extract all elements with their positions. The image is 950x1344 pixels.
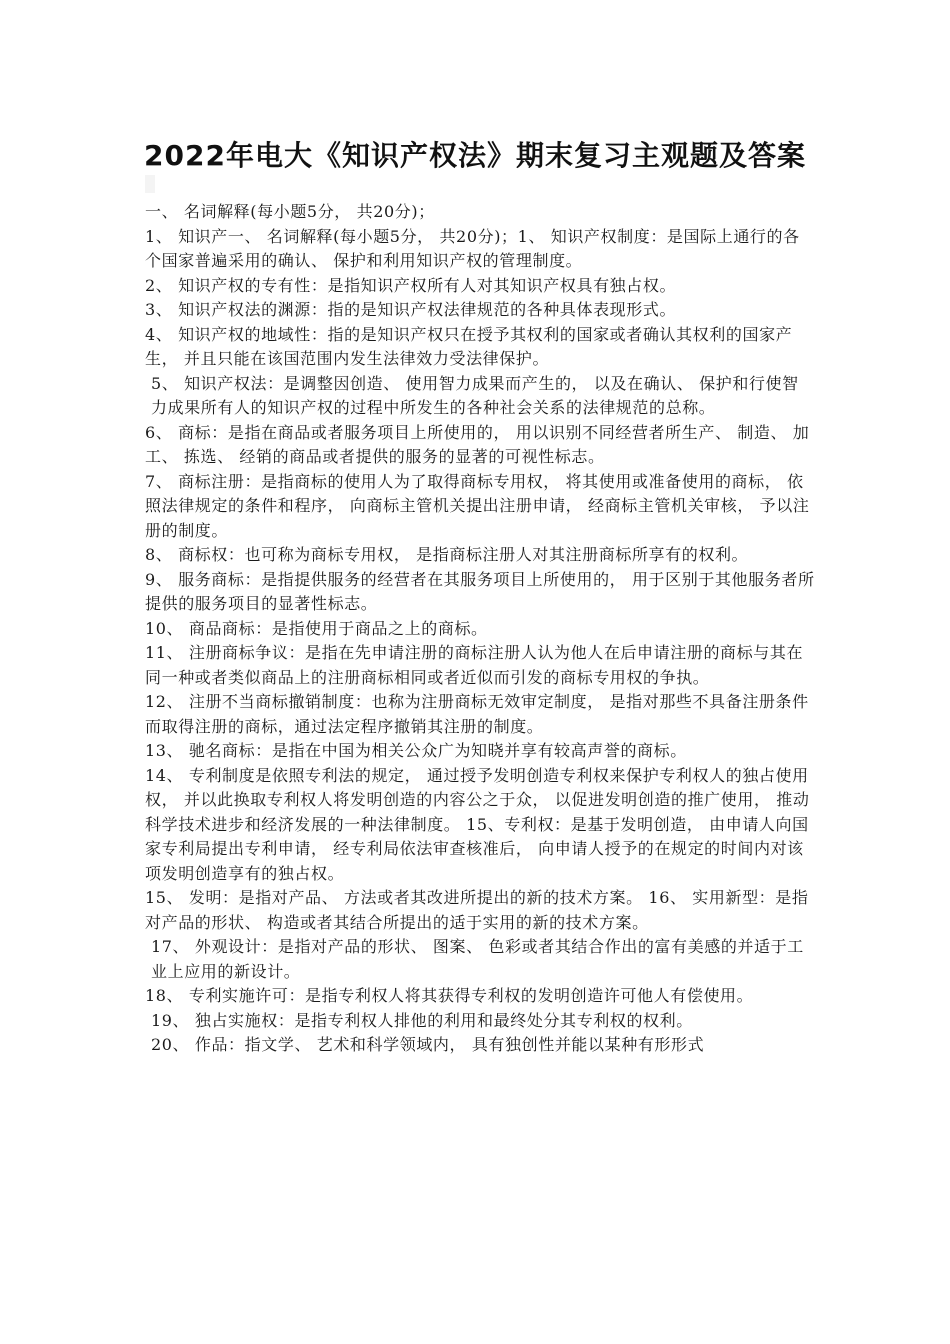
definition-item: 4、 知识产权的地域性：指的是知识产权只在授予其权利的国家或者确认其权利的国家产生， 并且只能在该国范围内发生法律效力受法律保护。: [145, 324, 793, 368]
definition-item: 8、 商标权：也可称为商标专用权， 是指商标注册人对其注册商标所享有的权利。: [145, 545, 749, 564]
definition-item: 6、 商标：是指在商品或者服务项目上所使用的， 用以识别不同经营者所生产、 制造、 加工、 拣选、 经销的商品或者提供的服务的显著的可视性标志。: [145, 422, 810, 466]
definition-item: 9、 服务商标：是指提供服务的经营者在其服务项目上所使用的， 用于区别于其他服务者所提供的服务项目的显著性标志。: [145, 569, 815, 613]
document-body: [145, 200, 815, 1058]
definition-item: 19、 独占实施权：是指专利权人排他的利用和最终处分其专利权的权利。: [151, 1010, 693, 1030]
definition-item: 2、 知识产权的专有性：是指知识产权所有人对其知识产权具有独占权。: [145, 275, 677, 295]
definition-item: 1、 知识产一、 名词解释(每小题5分， 共20分)；1、 知识产权制度：是国际上通行的各个国家普遍采用的确认、 保护和利用知识产权的管理制度。: [145, 226, 800, 270]
definition-item: 5、 知识产权法：是调整因创造、 使用智力成果而产生的， 以及在确认、 保护和行使智力成果所有人的知识产权的过程中所发生的各种社会关系的法律规范的总称。: [151, 373, 799, 417]
definition-item: 20、 作品：指文学、 艺术和科学领域内， 具有独创性并能以某种有形形式: [151, 1035, 705, 1054]
document-title: 2022年电大《知识产权法》期末复习主观题及答案: [144, 139, 806, 172]
definition-item: 10、 商品商标：是指使用于商品之上的商标。: [145, 618, 488, 638]
blank-line-marker: [145, 175, 155, 193]
definition-item: 3、 知识产权法的渊源：指的是知识产权法律规范的各种具体表现形式。: [145, 300, 677, 319]
definition-item: 13、 驰名商标：是指在中国为相关公众广为知晓并享有较高声誉的商标。: [145, 741, 687, 760]
definition-item: 12、 注册不当商标撤销制度：也称为注册商标无效审定制度， 是指对那些不具备注册条件而取得注册的商标，通过法定程序撤销其注册的制度。: [145, 692, 809, 736]
definition-item: 17、 外观设计：是指对产品的形状、 图案、 色彩或者其结合作出的富有美感的并适于工业上应用的新设计。: [151, 937, 804, 981]
section-heading: 一、 名词解释(每小题5分， 共20分)；: [145, 202, 435, 221]
definition-item: 15、 发明：是指对产品、 方法或者其改进所提出的新的技术方案。 16、 实用新型：是指对产品的形状、 构造或者其结合所提出的适于实用的新的技术方案。: [145, 888, 809, 932]
definition-item: 14、 专利制度是依照专利法的规定， 通过授予发明创造专利权来保护专利权人的独占使用权， 并以此换取专利权人将发明创造的内容公之于众， 以促进发明创造的推广使用， 推动科学技术进步和经济发展的一种法律制度。 15、专利权：是基于发明创造， 由申请人向国家专利局提出专利申请， 经专利局依法审查核准后， 向申请人授予的在规定的时间内对该项发明创造享有的独占权。: [145, 765, 810, 883]
definition-item: 18、 专利实施许可：是指专利权人将其获得专利权的发明创造许可他人有偿使用。: [145, 986, 754, 1005]
definition-item: 11、 注册商标争议：是指在先申请注册的商标注册人认为他人在后申请注册的商标与其在同一种或者类似商品上的注册商标相同或者近似而引发的商标专用权的争执。: [145, 643, 804, 687]
definition-item: 7、 商标注册：是指商标的使用人为了取得商标专用权， 将其使用或准备使用的商标， 依照法律规定的条件和程序， 向商标主管机关提出注册申请， 经商标主管机关审核， 予以注册的制度。: [145, 471, 810, 540]
